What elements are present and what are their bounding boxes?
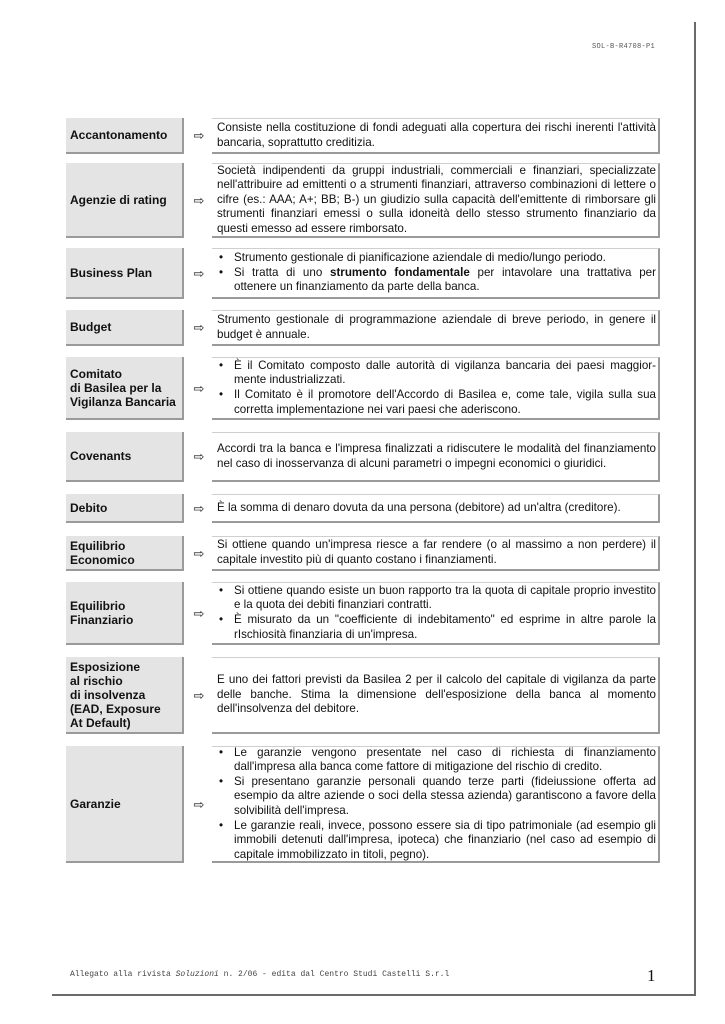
right-arrow-icon: ⇨	[193, 320, 205, 335]
definition-text: Consiste nella costituzione di fondi adeguati alla copertura dei rischi inerenti l'attività bancaria, soprattutto creditizia.	[217, 120, 656, 149]
glossary-term: Debito	[66, 494, 184, 523]
glossary-entry-accantonamento	[66, 118, 660, 154]
page-number: 1	[647, 966, 656, 985]
definition-bullet: • Strumento gestionale di pianificazione aziendale di medio/lungo periodo.	[217, 251, 656, 266]
right-arrow-icon: ⇨	[193, 449, 205, 464]
right-arrow-icon: ⇨	[193, 796, 205, 812]
glossary-term: Equilibrio Finanziario	[66, 582, 184, 645]
glossary-entry-garanzie	[66, 746, 660, 863]
glossary-term: Covenants	[66, 432, 184, 482]
definition-bullet: • È il Comitato composto dalle autorità di vigilanza bancaria dei paesi maggior-mente industrializzati.	[217, 359, 656, 388]
definition-text: Strumento gestionale di programmazione aziendale di breve periodo, in genere il budget è annuale.	[217, 312, 656, 341]
glossary-definition	[212, 657, 660, 734]
glossary-definition	[212, 248, 660, 299]
definition-bullet	[217, 266, 656, 295]
definition-list	[217, 746, 656, 863]
right-arrow-icon: ⇨	[193, 687, 205, 703]
right-arrow-icon: ⇨	[193, 605, 205, 621]
glossary-entry-esposizione-al-rischio	[66, 657, 660, 734]
definition-bullet: • Le garanzie reali, invece, possono essere sia di tipo patrimoniale (ad esempio gli immobili detenuti dall'impresa, ipoteca) che finanziario (nel caso ad esempio di capitale immobilizzato in titoli, pegno).	[217, 819, 656, 863]
glossary-entry-debito	[66, 494, 660, 523]
bullet-text: Si tratta di uno	[234, 265, 330, 279]
footer-prefix: Allegato alla rivista	[70, 970, 176, 979]
definition-bullet: • Le garanzie vengono presentate nel caso di richiesta di finanziamento dall'impresa alla banca come fattore di mitigazione del rischio di credito.	[217, 746, 656, 775]
page-footer	[70, 970, 449, 979]
right-arrow-icon: ⇨	[193, 500, 205, 516]
right-arrow-icon: ⇨	[193, 545, 205, 561]
right-arrow-icon: ⇨	[193, 192, 205, 208]
glossary-definition	[212, 310, 660, 346]
definition-list	[217, 251, 656, 295]
glossary-definition	[212, 582, 660, 645]
definition-bullet: • È misurato da un "coefficiente di indebitamento" ed esprime in altre parole la rIschiosità finanziaria di un'impresa.	[217, 613, 656, 642]
glossary-term: Budget	[66, 310, 184, 346]
glossary-entry-equilibrio-economico	[66, 536, 660, 571]
document-code: SOL-B-R4708-P1	[591, 43, 655, 51]
glossary-entry-covenants	[66, 432, 660, 482]
definition-text: Accordi tra la banca e l'impresa finalizzati a ridiscutere le modalità del finanziamento nel caso di inosservanza di alcuni parametri o impegni economici o giuridici.	[217, 441, 656, 470]
right-arrow-icon: ⇨	[193, 265, 205, 281]
definition-bullet: • Il Comitato è il promotore dell'Accordo di Basilea e, come tale, vigila sulla sua corretta implementazione nei vari paesi che aderiscono.	[217, 388, 656, 417]
definition-text: È la somma di denaro dovuta da una persona (debitore) ad un'altra (creditore).	[217, 500, 621, 514]
glossary-entry-business-plan	[66, 248, 660, 299]
bullet-bold-text: strumento fondamentale	[330, 265, 470, 279]
footer-suffix: n. 2/06 - edita dal Centro Studi Castelli S.r.l	[218, 970, 450, 979]
glossary-definition	[212, 494, 660, 523]
definition-list	[217, 584, 656, 642]
bullet-text: per intavolare una trattativa per ottenere un finanziamento da parte della banca.	[234, 265, 656, 294]
glossary-entry-budget	[66, 310, 660, 346]
right-arrow-icon: ⇨	[193, 380, 205, 396]
glossary-definition	[212, 432, 660, 482]
page-frame-bottom	[52, 994, 696, 996]
glossary-definition	[212, 536, 660, 571]
definition-text: Si ottiene quando un'impresa riesce a far rendere (o al massimo a non perdere) il capitale investito più di quanto costano i finanziamenti.	[217, 538, 656, 566]
definition-bullet: • Si ottiene quando esiste un buon rapporto tra la quota di capitale proprio investito e la quota dei debiti finanziari contratti.	[217, 584, 656, 613]
glossary-term: Equilibrio Economico	[66, 536, 184, 571]
page-frame-right	[694, 22, 696, 996]
glossary-term: Business Plan	[66, 248, 184, 299]
glossary-term: Accantonamento	[66, 118, 184, 154]
glossary-definition	[212, 746, 660, 863]
glossary-definition	[212, 357, 660, 420]
definition-list	[217, 359, 656, 417]
glossary-entry-agenzie-di-rating	[66, 163, 660, 238]
glossary-term: Garanzie	[66, 746, 184, 863]
glossary-entry-comitato-di-basilea	[66, 357, 660, 420]
definition-bullet: • Si presentano garanzie personali quando terze parti (fideiussione offerta ad esempio da altre aziende o soci della stessa azienda) garantiscono a favore della solvibilità dell'impresa.	[217, 775, 656, 819]
glossary-definition	[212, 118, 660, 154]
glossary-term: Agenzie di rating	[66, 163, 184, 238]
glossary-term: Comitato di Basilea per la Vigilanza Bancaria	[66, 357, 184, 420]
glossary-term: Esposizione al rischio di insolvenza (EAD, Exposure At Default)	[66, 657, 184, 734]
glossary-definition	[212, 163, 660, 238]
glossary-entry-equilibrio-finanziario	[66, 582, 660, 645]
definition-text: Società indipendenti da gruppi industriali, commerciali e finanziari, specializzate nell'attribuire ad emittenti o a strumenti finanziari, attraverso combinazioni di lettere o cifre (es.: AAA; A+; BB; B-) un giudizio sulla capacità dell'emittente di rimborsare gli strumenti finanziari emessi o sulla idoneità dello stesso strumento finanziario da questi emesso ad essere rimborsato.	[217, 163, 656, 235]
definition-text: E uno dei fattori previsti da Basilea 2 per il calcolo del capitale di vigilanza da parte delle banche. Stima la dimensione dell'esposizione della banca al momento dell'insolvenza del debitore.	[217, 673, 656, 716]
footer-magazine: Soluzioni	[175, 970, 219, 979]
right-arrow-icon: ⇨	[193, 128, 205, 143]
